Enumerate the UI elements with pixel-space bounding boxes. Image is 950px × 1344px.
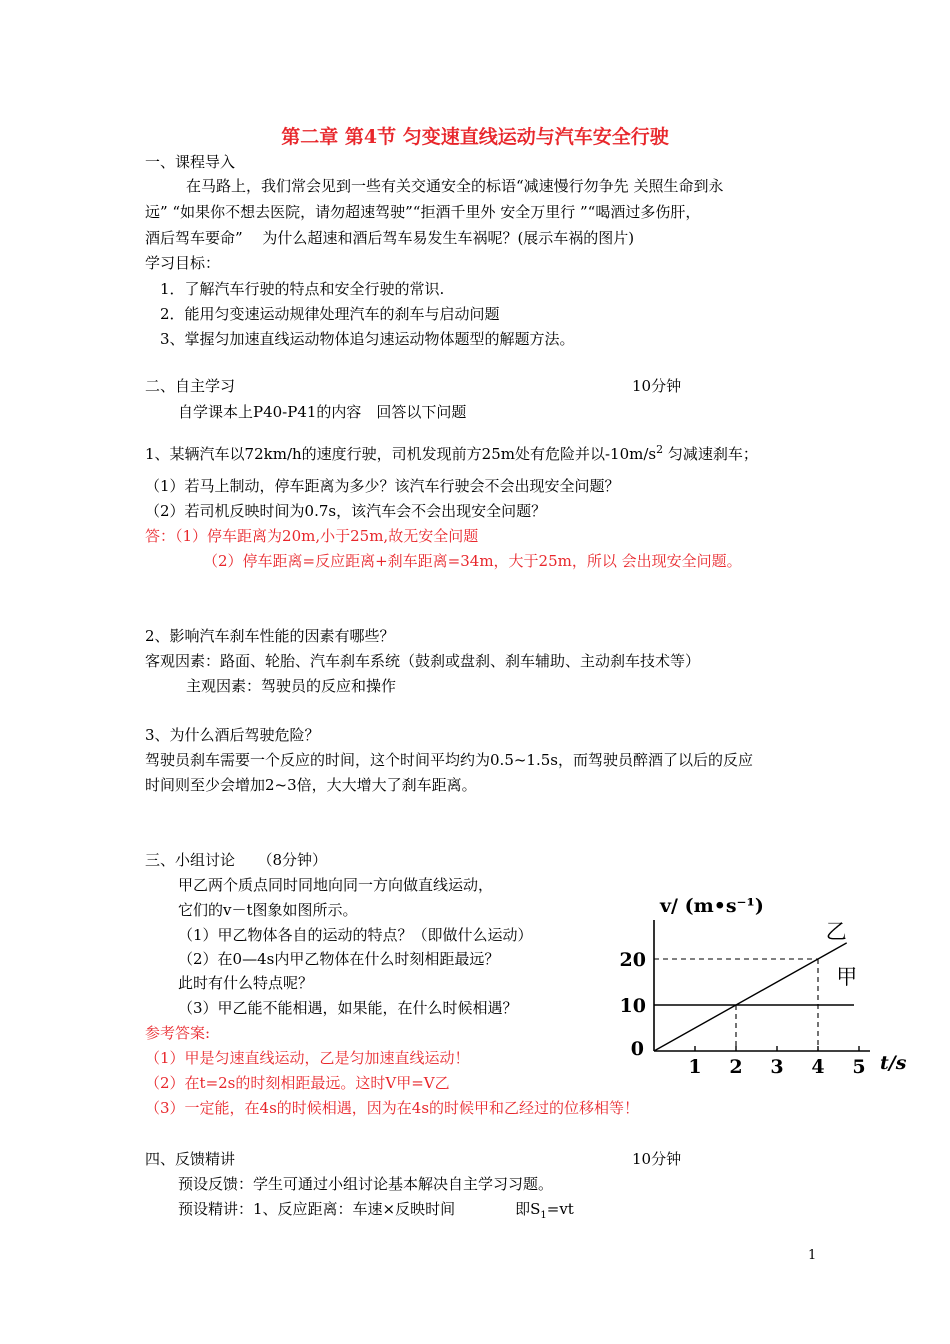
- vt-graph: [608, 888, 918, 1088]
- feedback-line: 预设反馈：学生可通过小组讨论基本解决自主学习习题。: [178, 1175, 554, 1193]
- page-title: 第二章 第4节 匀变速直线运动与汽车安全行驶: [281, 126, 669, 148]
- series-label-jia: 甲: [836, 965, 858, 989]
- question1-part2: （2）若司机反映时间为0.7s，该汽车会不会出现安全问题？: [145, 502, 547, 520]
- section4-heading: 四、反馈精讲: [145, 1150, 236, 1168]
- question1-tail: 匀减速刹车；: [663, 445, 758, 463]
- y-tick-label: 20: [619, 949, 646, 971]
- discussion-line: 甲乙两个质点同时同地向同一方向做直线运动，: [178, 876, 494, 894]
- y-axis-label: v/ (m•s⁻¹): [660, 895, 764, 917]
- explanation-line: [178, 1199, 574, 1226]
- y-tick-label: 10: [619, 995, 646, 1017]
- section2-intro: 自学课本上P40-P41的内容 回答以下问题: [178, 403, 467, 421]
- question1-text: 1、某辆汽车以72km/h的速度行驶，司机发现前方25m处有危险并以-10m/s: [145, 445, 657, 463]
- question2: 2、影响汽车刹车性能的因素有哪些？: [145, 627, 395, 645]
- reference-answer-2: （2）在t=2s的时刻相距最远。这时V甲=V乙: [145, 1074, 450, 1092]
- intro-line1: 在马路上，我们常会见到一些有关交通安全的标语“减速慢行勿争先 关照生命到永: [186, 177, 724, 195]
- question3-answer-line1: 驾驶员刹车需要一个反应的时间，这个时间平均约为0.5~1.5s，而驾驶员醉酒了以后的反应: [145, 751, 753, 769]
- answer1-part2: （2）停车距离=反应距离+刹车距离=34m，大于25m，所以 会出现安全问题。: [203, 552, 742, 570]
- section3-heading: 三、小组讨论 （8分钟）: [145, 851, 328, 869]
- section4-time: 10分钟: [632, 1150, 682, 1168]
- question1-part1: （1）若马上制动，停车距离为多少？该汽车行驶会不会出现安全问题？: [145, 477, 620, 495]
- question2-objective: 客观因素：路面、轮胎、汽车刹车系统（鼓刹或盘刹、刹车辅助、主动刹车技术等）: [145, 652, 701, 670]
- section1-heading: 一、课程导入: [145, 153, 236, 171]
- goals-heading: 学习目标：: [145, 254, 221, 272]
- section2-time: 10分钟: [632, 377, 682, 395]
- explanation-tail: =vt: [546, 1200, 574, 1218]
- intro-line2: 远” “如果你不想去医院，请勿超速驾驶”“拒酒千里外 安全万里行 ”“喝酒过多伤肝，: [145, 203, 701, 221]
- origin-label: 0: [630, 1038, 644, 1060]
- question2-subjective: 主观因素：驾驶员的反应和操作: [186, 677, 397, 695]
- page-number: 1: [808, 1248, 817, 1263]
- reference-answer-heading: 参考答案:: [145, 1024, 211, 1042]
- goal-item: 3、掌握匀加速直线运动物体追匀速运动物体题型的解题方法。: [160, 330, 575, 348]
- goal-item: 1．了解汽车行驶的特点和安全行驶的常识.: [160, 280, 445, 298]
- reference-answer-1: （1）甲是匀速直线运动，乙是匀加速直线运动！: [145, 1049, 470, 1067]
- explanation-text: 预设精讲：1、反应距离：车速×反映时间 即S: [178, 1200, 541, 1218]
- discussion-line: 它们的v－t图象如图所示。: [178, 901, 358, 919]
- discussion-question2b: 此时有什么特点呢？: [178, 974, 314, 992]
- goal-item: 2．能用匀变速运动规律处理汽车的刹车与启动问题: [160, 305, 500, 323]
- discussion-question1: （1）甲乙物体各自的运动的特点？（即做什么运动）: [178, 926, 533, 944]
- discussion-question3: （3）甲乙能不能相遇，如果能，在什么时候相遇？: [178, 999, 518, 1017]
- section2-heading: 二、自主学习: [145, 377, 236, 395]
- discussion-question2: （2）在0—4s内甲乙物体在什么时刻相距最远？: [178, 950, 500, 968]
- reference-answer-3: （3）一定能，在4s的时候相遇，因为在4s的时候甲和乙经过的位移相等！: [145, 1099, 640, 1117]
- series-label-yi: 乙: [825, 919, 847, 944]
- x-tick-label: 3: [770, 1056, 784, 1078]
- x-tick-label: 1: [688, 1056, 702, 1078]
- question1-superscript: 2: [656, 443, 664, 456]
- question3: 3、为什么酒后驾驶危险？: [145, 726, 320, 744]
- x-tick-label: 2: [729, 1056, 743, 1078]
- answer1-part1: 答：（1）停车距离为20m,小于25m,故无安全问题: [145, 527, 479, 545]
- intro-line3: 酒后驾车要命” 为什么超速和酒后驾车易发生车祸呢？(展示车祸的图片): [145, 229, 635, 247]
- question3-answer-line2: 时间则至少会增加2~3倍，大大增大了刹车距离。: [145, 776, 477, 794]
- question1: [145, 444, 758, 464]
- explanation-subscript: 1: [540, 1210, 547, 1221]
- x-axis-label: t/s: [880, 1052, 907, 1074]
- x-tick-label: 4: [811, 1056, 825, 1078]
- x-tick-label: 5: [852, 1056, 866, 1078]
